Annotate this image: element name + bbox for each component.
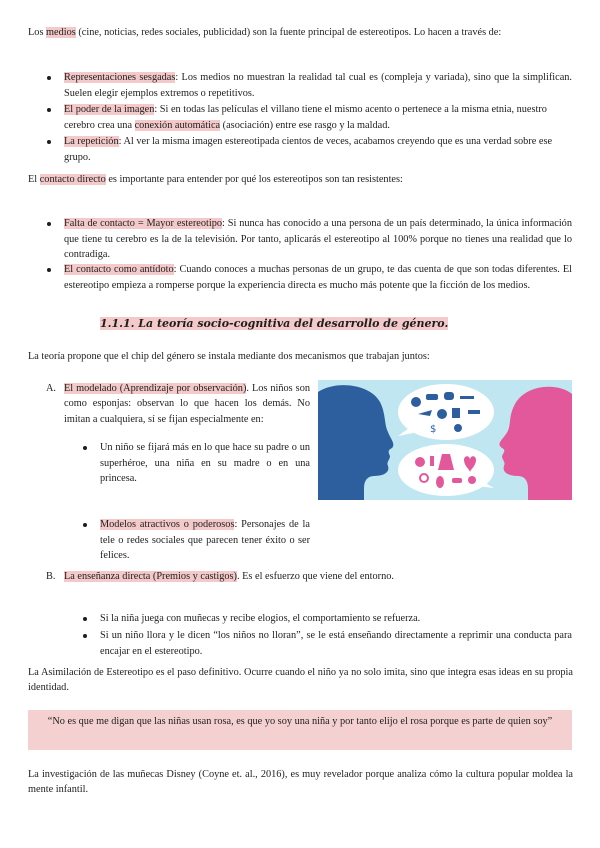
mechanism-b-text xyxy=(64,569,572,584)
contact-intro-paragraph xyxy=(28,172,573,187)
mirror-icon xyxy=(436,476,444,488)
football-icon xyxy=(437,409,447,419)
quote-text: “No es que me digan que las niñas usan rosa, es que yo soy una niña y por tanto elijo el rosa porque es parte de quien soy” xyxy=(47,716,553,727)
list-item xyxy=(64,70,572,101)
list-item xyxy=(100,628,572,659)
list-letter: B. xyxy=(46,571,56,582)
list-letter: A. xyxy=(46,383,57,394)
bullet-term-highlight: Modelos atractivos o poderosos xyxy=(100,519,235,531)
quote-box xyxy=(28,710,572,750)
bullet-text: : Personajes de la tele o redes sociales que parecen tener éxito o ser felices. xyxy=(100,519,310,562)
bullet-term-highlight: Representaciones sesgadas xyxy=(64,72,176,84)
intro-pre: Los xyxy=(28,27,47,38)
car-icon xyxy=(426,394,438,400)
section-heading-text: 1.1.1. La teoría socio-cognitiva del desarrollo de género. xyxy=(100,317,449,330)
mechanism-text: . Es el esfuerzo que viene del entorno. xyxy=(236,571,394,582)
bullet-text: : Al ver la misma imagen estereotipada cientos de veces, acabamos creyendo que es una verdad sobre ese grupo. xyxy=(64,136,553,163)
list-item xyxy=(100,517,310,563)
bullet-text: : Si nunca has conocido a una persona de un país determinado, la única información que tiene tu cerebro es la de la televisión. Por tanto, aplicarás el estereotipo al 100% porque no tienes una realidad que lo contradiga. xyxy=(64,218,572,261)
list-item xyxy=(64,216,572,262)
illustration-svg xyxy=(318,380,572,500)
bullet-term-highlight: El contacto como antídoto xyxy=(64,264,174,276)
intro-term-highlight: medios xyxy=(46,27,76,38)
flower-icon xyxy=(415,457,425,467)
bullet-term-highlight: La repetición xyxy=(64,136,119,148)
list-item xyxy=(64,262,572,293)
shoe-icon xyxy=(452,478,462,483)
theory-intro: La teoría propone que el chip del género se instala mediante dos mecanismos que trabajan juntos: xyxy=(28,351,430,362)
intro-post: (cine, noticias, redes sociales, publicidad) son la fuente principal de estereotipos. Lo hacen a través de: xyxy=(75,27,502,38)
list-item xyxy=(64,134,572,165)
gender-stereotype-illustration xyxy=(318,380,572,500)
bullet-text: : Si en todas las películas el villano tiene el mismo acento o pertenece a la misma etnia, nuestro cerebro crea una xyxy=(64,104,547,131)
closing-paragraph: La investigación de las muñecas Disney (Coyne et. al., 2016), es muy revelador porque analiza cómo la cultura popular moldea la mente infantil. xyxy=(28,769,573,796)
list-item xyxy=(100,611,572,626)
mechanism-a-text xyxy=(64,381,310,427)
mechanism-term-highlight: La enseñanza directa (Premios y castigos) xyxy=(64,571,237,582)
list-item xyxy=(64,102,572,133)
contact-pre: El xyxy=(28,174,40,185)
bullet-text: Un niño se fijará más en lo que hace su padre o un superhéroe, una niña en su madre o en una princesa. xyxy=(100,442,310,485)
bullet-text: : Cuando conoces a muchas personas de un grupo, te das cuenta de que son todas diferentes. El estereotipo empieza a romperse porque la experiencia directa es mucho más potente que la ficción de los medios. xyxy=(64,264,573,291)
bullet-text: : Los medios no muestran la realidad tal cual es (compleja y variada), sino que la simplifican. Suelen elegir ejemplos extremos o repetitivos. xyxy=(64,72,572,99)
mechanism-text: . Los niños son como esponjas: observan lo que hacen los demás. No imitan a cualquiera, sí se fijan especialmente en: xyxy=(64,383,310,425)
star-icon xyxy=(454,424,462,432)
bullet-term-highlight: El poder de la imagen xyxy=(64,104,155,116)
bullet-text: (asociación) entre ese rasgo y la maldad. xyxy=(220,119,390,131)
contact-term-highlight: contacto directo xyxy=(39,174,106,185)
bullet-text: Si la niña juega con muñecas y recibe elogios, el comportamiento se refuerza. xyxy=(100,613,421,625)
bullet-term-highlight: Falta de contacto = Mayor estereotipo xyxy=(64,218,223,230)
assimilation-paragraph: La Asimilación de Estereotipo es el paso definitivo. Ocurre cuando el niño ya no solo imita, sino que integra esas ideas en su propia identidad. xyxy=(28,667,573,694)
section-heading xyxy=(100,316,448,333)
contact-post: es importante para entender por qué los estereotipos son tan resistentes: xyxy=(105,174,403,185)
tools-icon xyxy=(468,410,480,414)
bullet-term-highlight: conexión automática xyxy=(134,119,221,131)
list-item xyxy=(100,440,310,486)
intro-paragraph xyxy=(28,25,573,40)
robot-icon xyxy=(452,408,460,418)
mechanism-term-highlight: El modelado (Aprendizaje por observación) xyxy=(64,383,247,394)
lipstick-icon xyxy=(430,456,434,466)
bullet-text: Si un niño llora y le dicen “los niños no lloran”, se le está enseñando directamente a reprimir una conducta para encajar en el estereotipo. xyxy=(100,630,572,657)
bicycle-icon xyxy=(411,397,421,407)
dumbbell-icon xyxy=(460,396,474,399)
dollar-icon: $ xyxy=(430,424,437,435)
ring-icon xyxy=(468,476,476,484)
gamepad-icon xyxy=(444,392,454,400)
